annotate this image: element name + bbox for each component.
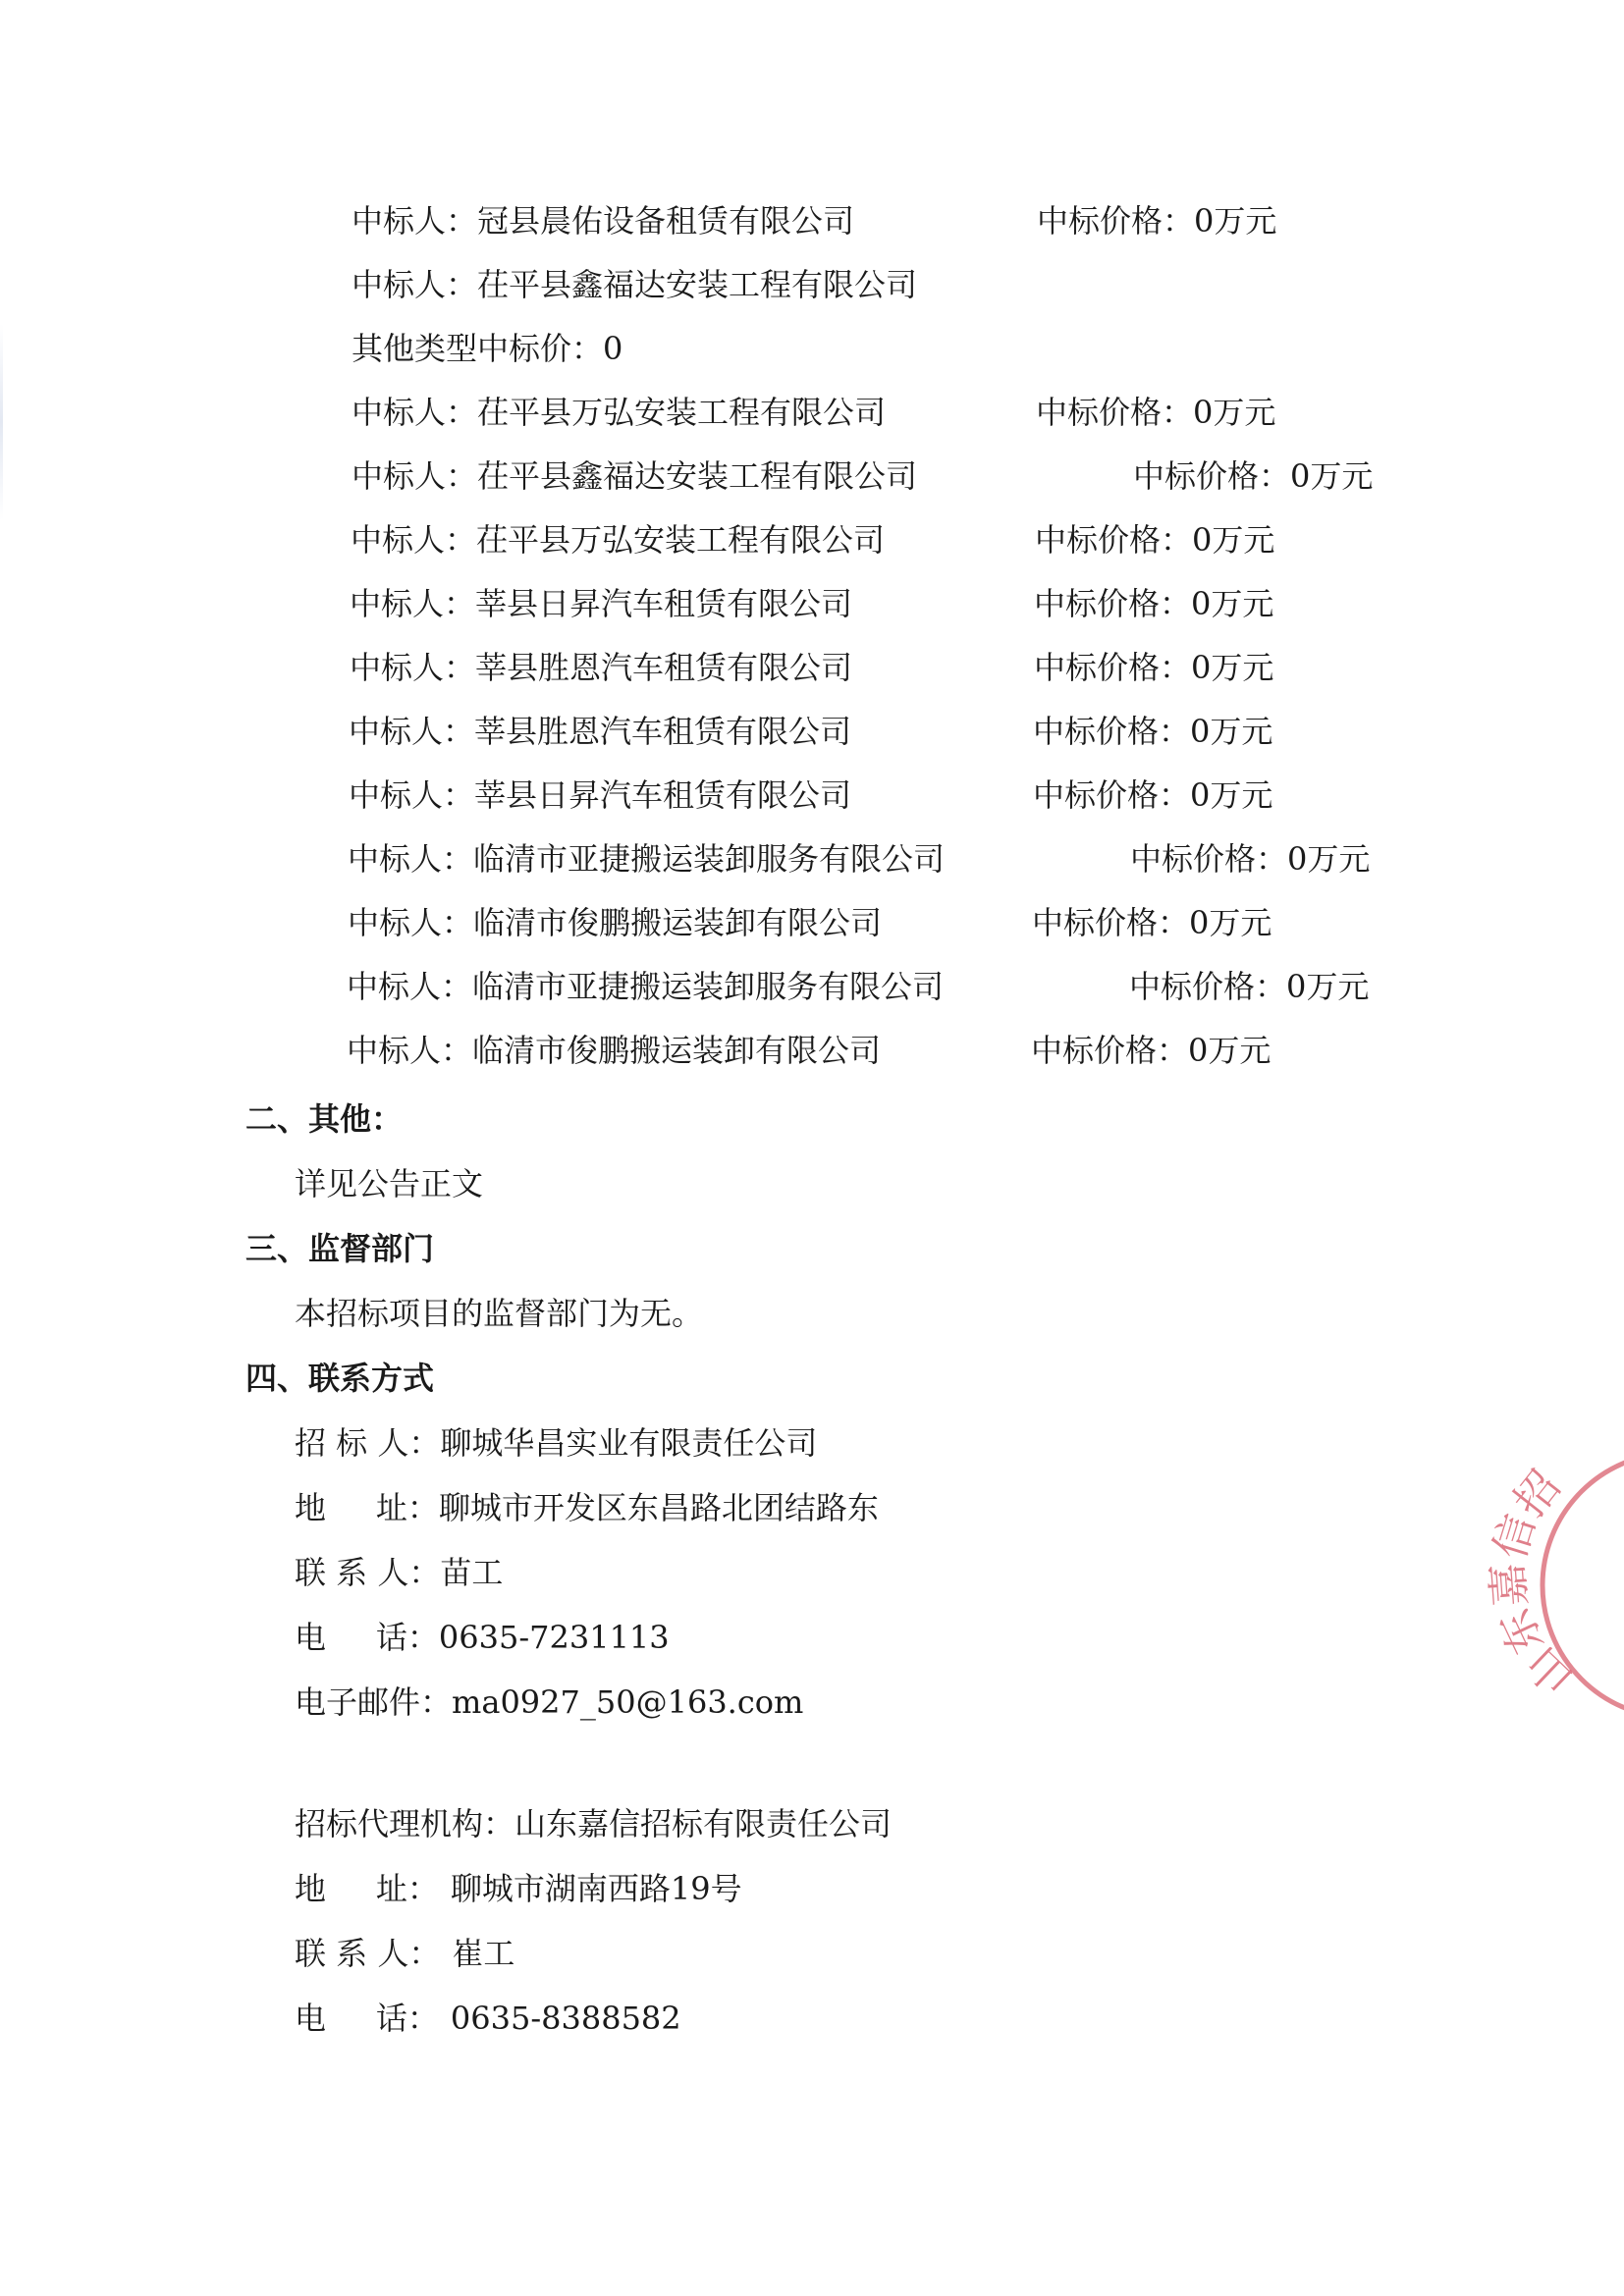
tenderer-email: ma0927_50@163.com <box>452 1683 804 1721</box>
winner-price: 中标价格：0万元 <box>1032 904 1272 941</box>
winner-label: 中标人： <box>349 776 475 814</box>
winner-price: 中标价格：0万元 <box>1036 394 1276 431</box>
winner-label: 中标人： <box>352 394 478 431</box>
winner-label: 中标人： <box>348 904 474 941</box>
winner-row <box>351 520 885 560</box>
agency-org: 山东嘉信招标有限责任公司 <box>514 1805 893 1842</box>
winner-label: 中标人： <box>352 202 478 240</box>
winner-name: 莘县日昇汽车租赁有限公司 <box>475 585 853 622</box>
agency-phone-row <box>295 1999 681 2038</box>
company-seal-stamp <box>1483 1448 1624 1723</box>
winner-row <box>352 456 917 496</box>
tenderer-phone-row <box>295 1618 670 1657</box>
section-contact-heading: 四、联系方式 <box>245 1360 435 1397</box>
winner-label: 中标人： <box>347 1032 473 1069</box>
tenderer-email-label: 电子邮件： <box>295 1683 453 1721</box>
winner-label: 中标人： <box>351 521 477 559</box>
winner-name: 茌平县鑫福达安装工程有限公司 <box>477 457 918 495</box>
winner-price: 中标价格：0万元 <box>1034 649 1274 686</box>
tenderer-contact-row <box>295 1553 503 1592</box>
winner-row <box>349 712 851 751</box>
agency-phone-label: 电 话： <box>295 2000 439 2037</box>
winner-name: 茌平县鑫福达安装工程有限公司 <box>477 266 918 303</box>
winner-price: 中标价格：0万元 <box>1034 585 1274 622</box>
winner-row <box>352 265 917 304</box>
tenderer-email-row <box>295 1682 803 1722</box>
section-supervision-heading: 三、监督部门 <box>245 1230 435 1267</box>
agency-phone: 0635-8388582 <box>450 2000 681 2037</box>
other-price-row <box>352 329 623 368</box>
winner-name: 临清市俊鹏搬运装卸有限公司 <box>472 1032 882 1069</box>
winner-row <box>348 839 945 879</box>
tenderer-phone-label: 电 话： <box>295 1619 439 1656</box>
winner-name: 临清市俊鹏搬运装卸有限公司 <box>473 904 883 941</box>
winner-name: 莘县胜恩汽车租赁有限公司 <box>474 713 852 750</box>
winner-price: 中标价格：0万元 <box>1031 1032 1272 1069</box>
tenderer-contact-label: 联 系 人： <box>295 1554 441 1591</box>
agency-address: 聊城市湖南西路19号 <box>450 1870 742 1907</box>
winner-price: 中标价格：0万元 <box>1033 776 1273 814</box>
winner-label: 中标人： <box>347 968 473 1005</box>
other-price-text: 其他类型中标价：0 <box>352 330 623 367</box>
winner-name: 莘县胜恩汽车租赁有限公司 <box>475 649 853 686</box>
agency-address-row <box>295 1869 742 1908</box>
winner-row <box>348 903 882 942</box>
section-other-heading: 二、其他： <box>245 1100 404 1138</box>
section-other-text: 详见公告正文 <box>295 1165 484 1202</box>
agency-contact-label: 联 系 人： <box>295 1935 441 1972</box>
tenderer-org-label: 招 标 人： <box>295 1424 441 1462</box>
winner-price: 中标价格：0万元 <box>1033 713 1273 750</box>
winner-name: 临清市亚捷搬运装卸服务有限公司 <box>473 840 946 878</box>
winner-name: 冠县晨佑设备租赁有限公司 <box>477 202 855 240</box>
tenderer-org-row <box>295 1423 817 1463</box>
agency-org-label: 招标代理机构： <box>295 1805 515 1842</box>
winner-label: 中标人： <box>350 585 476 622</box>
tenderer-org: 聊城华昌实业有限责任公司 <box>440 1424 818 1462</box>
winner-price: 中标价格：0万元 <box>1037 202 1277 240</box>
winner-label: 中标人： <box>350 649 476 686</box>
winner-name: 莘县日昇汽车租赁有限公司 <box>474 776 852 814</box>
winner-row <box>347 967 944 1006</box>
tenderer-address-label: 地 址： <box>295 1489 439 1526</box>
tenderer-contact: 苗工 <box>440 1554 504 1591</box>
winner-label: 中标人： <box>352 457 478 495</box>
section-supervision-text: 本招标项目的监督部门为无。 <box>295 1295 704 1332</box>
scan-edge-shadow <box>0 324 3 520</box>
agency-address-label: 地 址： <box>295 1870 439 1907</box>
winner-price: 中标价格：0万元 <box>1129 968 1370 1005</box>
agency-org-row <box>295 1804 892 1843</box>
winner-price: 中标价格：0万元 <box>1133 457 1374 495</box>
winner-name: 临清市亚捷搬运装卸服务有限公司 <box>472 968 945 1005</box>
winner-price: 中标价格：0万元 <box>1130 840 1371 878</box>
winner-row <box>352 393 886 432</box>
agency-contact: 崔工 <box>452 1935 515 1972</box>
winner-row <box>352 201 854 240</box>
tenderer-address: 聊城市开发区东昌路北团结路东 <box>438 1489 879 1526</box>
winner-row <box>347 1031 881 1070</box>
tenderer-address-row <box>295 1488 879 1527</box>
winner-row <box>350 648 852 687</box>
winner-label: 中标人： <box>348 840 474 878</box>
agency-contact-row <box>295 1934 514 1973</box>
winner-price: 中标价格：0万元 <box>1035 521 1275 559</box>
seal-text: 山东嘉信招 <box>1483 1462 1584 1704</box>
winner-name: 茌平县万弘安装工程有限公司 <box>476 521 886 559</box>
winner-name: 茌平县万弘安装工程有限公司 <box>477 394 887 431</box>
winner-row <box>349 775 851 815</box>
winner-label: 中标人： <box>352 266 478 303</box>
winner-label: 中标人： <box>349 713 475 750</box>
tenderer-phone: 0635-7231113 <box>438 1619 670 1656</box>
winner-row <box>350 584 852 623</box>
